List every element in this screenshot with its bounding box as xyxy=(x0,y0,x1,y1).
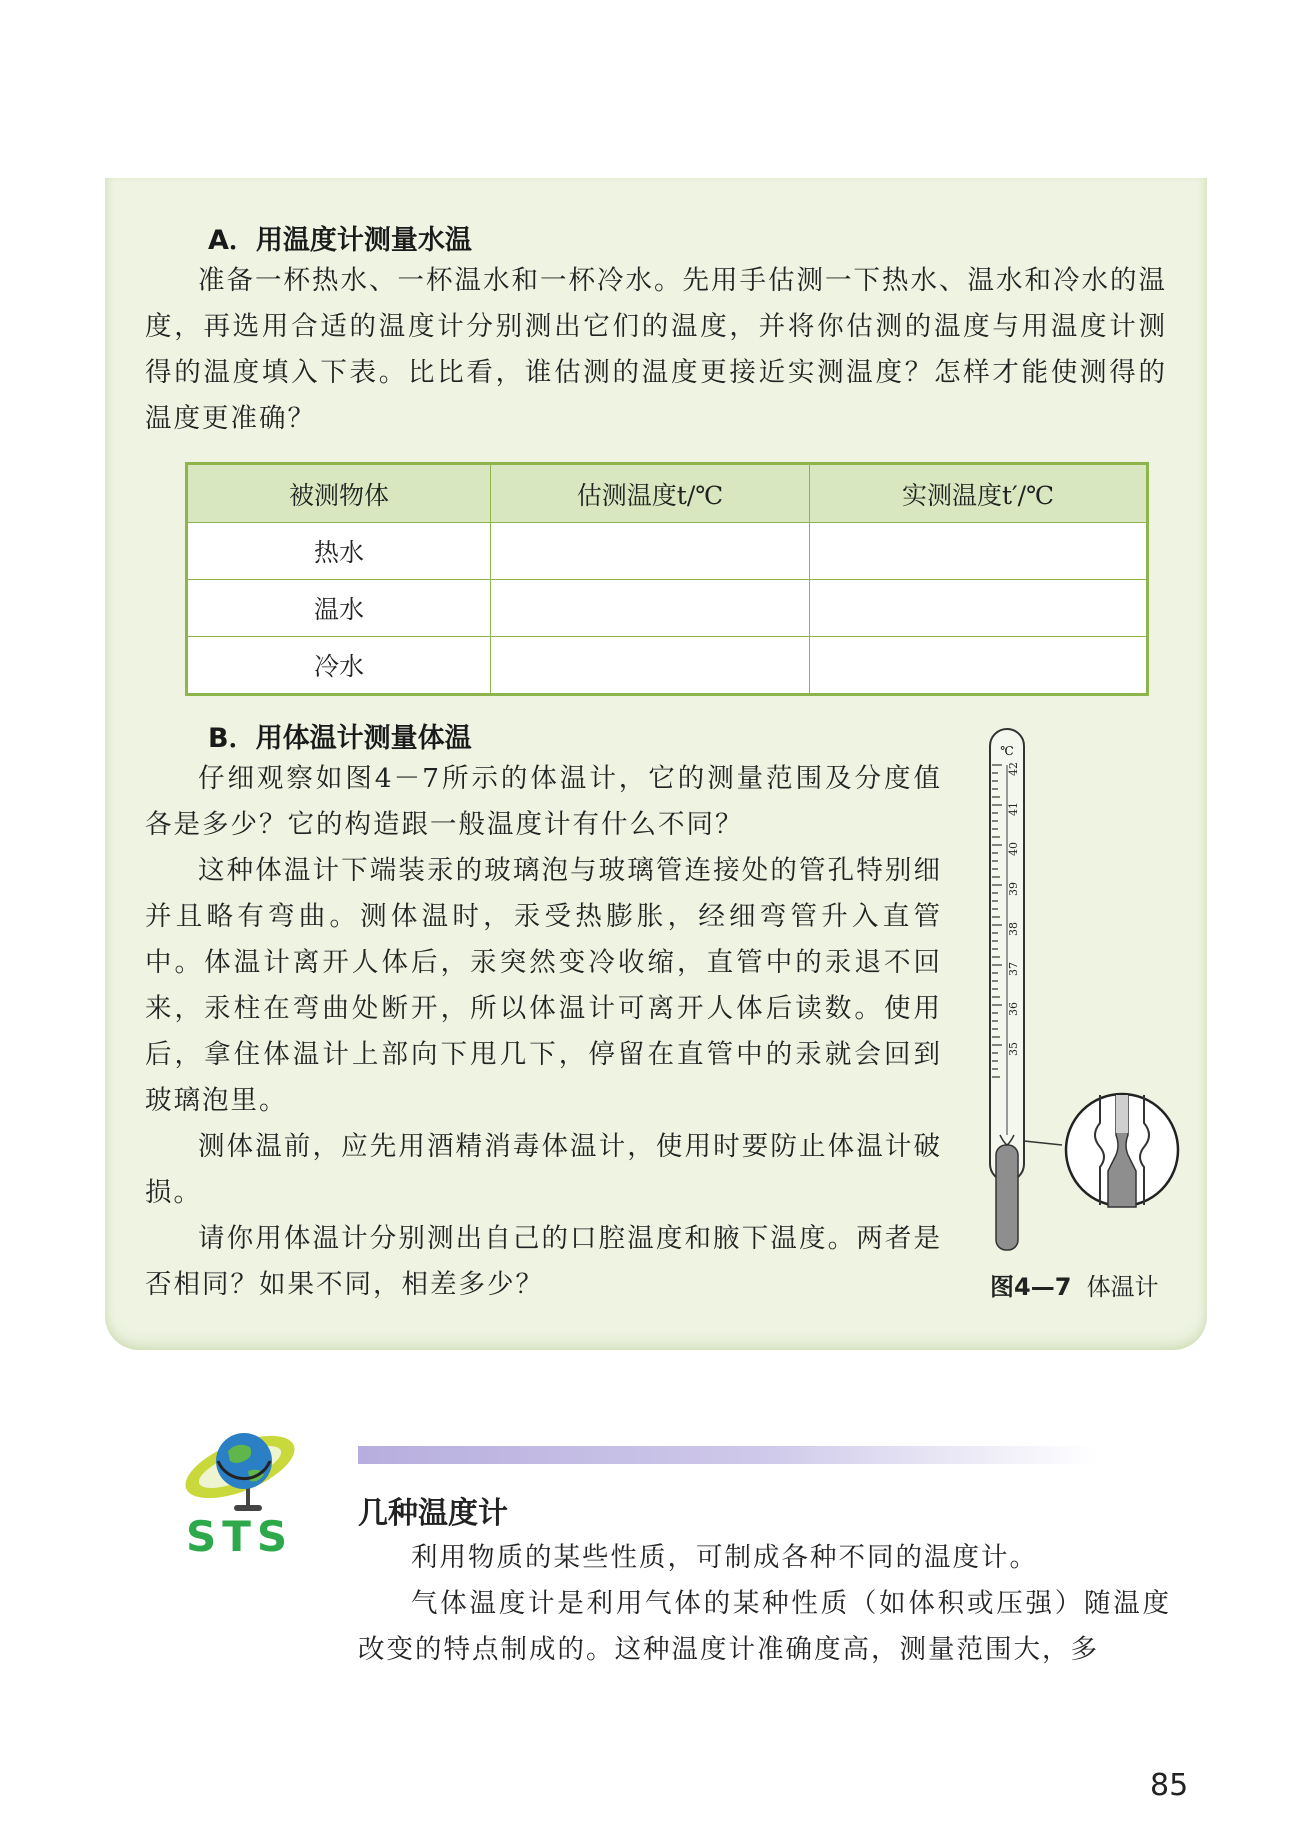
table-cell: 温水 xyxy=(187,580,491,637)
section-b-paragraph: 测体温前，应先用酒精消毒体温计，使用时要防止体温计破损。 xyxy=(145,1131,942,1208)
table-row xyxy=(187,580,1148,637)
table-cell-empty xyxy=(491,523,810,580)
section-a-heading: A．用温度计测量水温 xyxy=(208,225,472,256)
scale-label: 40 xyxy=(1007,842,1020,856)
table-header-estimated: 估测温度t/℃ xyxy=(491,464,810,523)
table-header-measured: 实测温度t′/℃ xyxy=(810,464,1148,523)
scale-label: 41 xyxy=(1007,802,1020,816)
section-a-text: 准备一杯热水、一杯温水和一杯冷水。先用手估测一下热水、温水和冷水的温度，再选用合适的温度计分别测出它们的温度，并将你估测的温度与用温度计测得的温度填入下表。比比看，谁估测的温度更接近实测温度？怎样才能使测得的温度更准确？ xyxy=(145,265,1167,434)
section-a-paragraph xyxy=(145,258,1167,442)
scale-label: 36 xyxy=(1007,1002,1020,1016)
scale-label: 37 xyxy=(1007,962,1020,976)
table-header-row xyxy=(187,464,1148,523)
section-b-body xyxy=(145,756,942,1308)
table-cell-empty xyxy=(810,637,1148,695)
globe-base xyxy=(234,1505,262,1511)
globe-icon xyxy=(178,1415,302,1515)
scale-label: 39 xyxy=(1007,882,1020,896)
section-b-heading: B．用体温计测量体温 xyxy=(208,723,472,754)
zoom-connector xyxy=(1024,1141,1062,1145)
temperature-table xyxy=(185,462,1149,696)
magnified-mercury-column xyxy=(1116,1095,1128,1133)
section-b-paragraph: 这种体温计下端装汞的玻璃泡与玻璃管连接处的管孔特别细并且略有弯曲。测体温时，汞受热膨胀，经细弯管升入直管中。体温计离开人体后，汞突然变冷收缩，直管中的汞退不回来，汞柱在弯曲处断开，所以体温计可离开人体后读数。使用后，拿住体温计上部向下甩几下，停留在直管中的汞就会回到玻璃泡里。 xyxy=(145,855,942,1116)
sts-title: 几种温度计 xyxy=(358,1496,508,1531)
page-number: 85 xyxy=(1150,1768,1189,1803)
table-row xyxy=(187,637,1148,695)
section-b-paragraph: 请你用体温计分别测出自己的口腔温度和腋下温度。两者是否相同？如果不同，相差多少？ xyxy=(145,1223,942,1300)
table-row xyxy=(187,523,1148,580)
sts-body xyxy=(358,1535,1171,1673)
table-cell-empty xyxy=(491,637,810,695)
sts-paragraph: 气体温度计是利用气体的某种性质（如体积或压强）随温度改变的特点制成的。这种温度计准确度高，测量范围大，多 xyxy=(358,1588,1171,1665)
scale-label: 42 xyxy=(1007,762,1020,776)
table-cell-empty xyxy=(491,580,810,637)
mercury-bulb xyxy=(996,1145,1018,1250)
figure-caption xyxy=(990,1267,1159,1302)
clinical-thermometer-figure xyxy=(980,725,1180,1260)
table-header-object: 被测物体 xyxy=(187,464,491,523)
table-cell-empty xyxy=(810,580,1148,637)
sts-logo-text: STS xyxy=(186,1512,294,1561)
section-b-paragraph: 仔细观察如图4－7所示的体温计，它的测量范围及分度值各是多少？它的构造跟一般温度计有什么不同？ xyxy=(145,763,942,840)
table-cell: 热水 xyxy=(187,523,491,580)
figure-number: 图4—7 xyxy=(990,1273,1072,1301)
table-cell-empty xyxy=(810,523,1148,580)
scale-label: 35 xyxy=(1007,1042,1020,1056)
scale-label: 38 xyxy=(1007,922,1020,936)
figure-caption-text: 体温计 xyxy=(1086,1273,1159,1301)
sts-divider-bar xyxy=(358,1446,1098,1464)
table-cell: 冷水 xyxy=(187,637,491,695)
sts-paragraph: 利用物质的某些性质，可制成各种不同的温度计。 xyxy=(411,1542,1038,1573)
unit-label: ℃ xyxy=(1000,744,1014,758)
